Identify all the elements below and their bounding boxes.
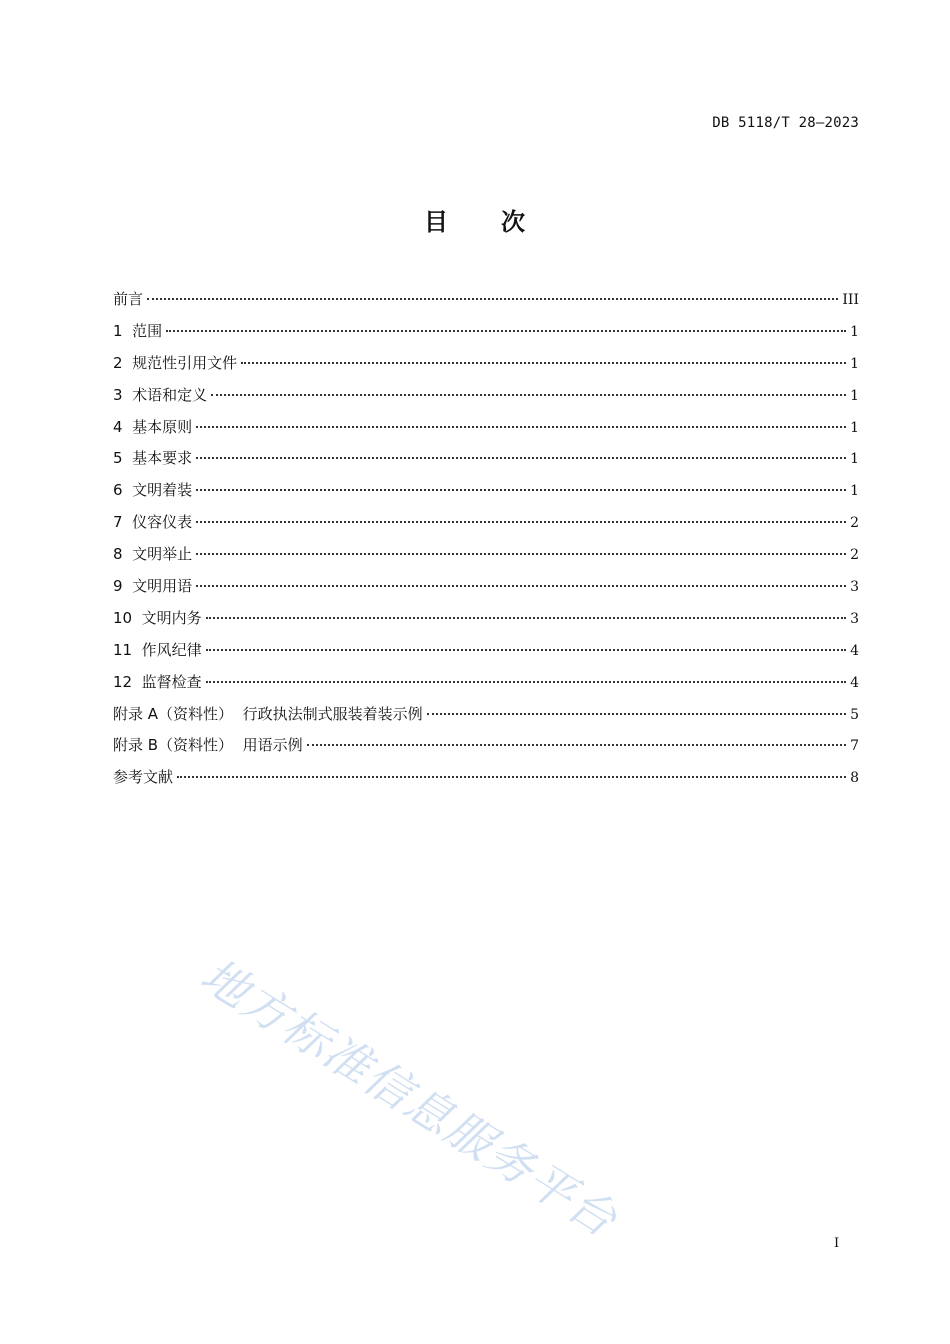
toc-leader-dots xyxy=(196,425,846,428)
toc-entry-appearance[interactable] xyxy=(113,510,859,542)
toc-entry-label: 参考文献 xyxy=(113,768,174,787)
toc-entry-page: 3 xyxy=(850,610,859,627)
toc-leader-dots xyxy=(177,775,846,778)
toc-leader-dots xyxy=(196,488,846,491)
toc-entry-behavior[interactable] xyxy=(113,542,859,574)
table-of-contents xyxy=(113,287,859,797)
toc-entry-page: 4 xyxy=(850,642,859,659)
toc-entry-page: 1 xyxy=(850,355,859,372)
watermark: 地方标准信息服务平台 xyxy=(191,947,628,1248)
toc-entry-label: 4 基本原则 xyxy=(113,417,193,436)
toc-leader-dots xyxy=(196,584,846,587)
toc-entry-bibliography[interactable] xyxy=(113,765,859,797)
toc-entry-page: 5 xyxy=(850,706,859,723)
toc-leader-dots xyxy=(241,361,846,364)
toc-entry-label: 2 规范性引用文件 xyxy=(113,353,238,372)
toc-entry-foreword[interactable] xyxy=(113,287,859,319)
toc-entry-page: 1 xyxy=(850,419,859,436)
toc-entry-label: 12 监督检查 xyxy=(113,672,202,691)
toc-entry-label: 1 范围 xyxy=(113,321,163,340)
toc-leader-dots xyxy=(211,393,846,396)
toc-entry-page: 8 xyxy=(850,770,859,787)
toc-leader-dots xyxy=(206,648,846,651)
toc-entry-page: 1 xyxy=(850,387,859,404)
toc-entry-label: 附录 A（资料性） 行政执法制式服装着装示例 xyxy=(113,704,423,723)
toc-leader-dots xyxy=(206,680,846,683)
toc-entry-label: 11 作风纪律 xyxy=(113,640,202,659)
toc-entry-page: 2 xyxy=(850,547,859,564)
toc-entry-page: III xyxy=(842,292,859,308)
title-part-1: 目 xyxy=(424,208,449,236)
toc-entry-terms-definitions[interactable] xyxy=(113,383,859,415)
toc-entry-page: 1 xyxy=(850,323,859,340)
toc-entry-page: 4 xyxy=(850,674,859,691)
toc-entry-appendix-b[interactable] xyxy=(113,733,859,765)
toc-entry-label: 6 文明着装 xyxy=(113,481,193,500)
toc-entry-label: 附录 B（资料性） 用语示例 xyxy=(113,736,303,755)
toc-entry-label: 8 文明举止 xyxy=(113,545,193,564)
page-number: I xyxy=(834,1236,840,1251)
toc-entry-appendix-a[interactable] xyxy=(113,702,859,734)
toc-entry-label: 10 文明内务 xyxy=(113,608,202,627)
toc-entry-discipline[interactable] xyxy=(113,638,859,670)
toc-entry-dress[interactable] xyxy=(113,478,859,510)
toc-entry-page: 1 xyxy=(850,451,859,468)
title-part-2: 次 xyxy=(501,208,526,236)
toc-leader-dots xyxy=(166,329,846,332)
toc-leader-dots xyxy=(307,743,846,746)
toc-entry-label: 9 文明用语 xyxy=(113,577,193,596)
toc-entry-scope[interactable] xyxy=(113,319,859,351)
toc-entry-internal-affairs[interactable] xyxy=(113,606,859,638)
toc-entry-page: 2 xyxy=(850,515,859,532)
toc-entry-page: 1 xyxy=(850,483,859,500)
toc-leader-dots xyxy=(147,297,838,300)
toc-leader-dots xyxy=(427,712,847,715)
toc-entry-label: 7 仪容仪表 xyxy=(113,513,193,532)
toc-leader-dots xyxy=(196,456,846,459)
toc-leader-dots xyxy=(196,520,846,523)
toc-leader-dots xyxy=(196,552,846,555)
toc-entry-supervision[interactable] xyxy=(113,670,859,702)
toc-entry-basic-requirements[interactable] xyxy=(113,446,859,478)
toc-entry-label: 前言 xyxy=(113,290,144,308)
toc-entry-page: 3 xyxy=(850,579,859,596)
toc-entry-label: 3 术语和定义 xyxy=(113,385,208,404)
toc-entry-normative-references[interactable] xyxy=(113,351,859,383)
document-code: DB 5118/T 28—2023 xyxy=(712,115,859,131)
toc-entry-language[interactable] xyxy=(113,574,859,606)
toc-entry-label: 5 基本要求 xyxy=(113,449,193,468)
toc-leader-dots xyxy=(206,616,846,619)
page-title xyxy=(0,202,950,237)
toc-entry-page: 7 xyxy=(850,738,859,755)
toc-entry-basic-principles[interactable] xyxy=(113,415,859,447)
